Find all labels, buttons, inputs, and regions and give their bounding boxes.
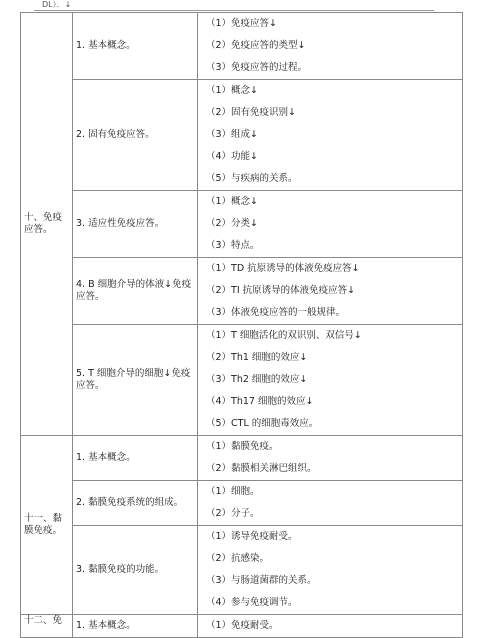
items-cell — [198, 258, 463, 325]
outline-item: （1）免疫应答↓ — [206, 18, 278, 29]
header-note: DL）．↓ — [42, 0, 72, 9]
outline-item: （5）CTL 的细胞毒效应。 — [206, 418, 319, 429]
outline-item: （3）Th2 细胞的效应↓ — [206, 374, 308, 385]
items-cell — [198, 13, 463, 80]
outline-item: （5）与疾病的关系。 — [206, 173, 298, 184]
concept-cell: 2. 固有免疫应答。 — [73, 80, 198, 191]
concept-cell: 3. 适应性免疫应答。 — [73, 191, 198, 258]
outline-row — [21, 325, 463, 436]
outline-item: （2）分子。 — [206, 508, 260, 519]
items-cell — [198, 526, 463, 615]
outline-row — [21, 615, 463, 638]
outline-item: （3）组成↓ — [206, 129, 259, 140]
concept-cell: 1. 基本概念。 — [73, 13, 198, 80]
outline-row — [21, 13, 463, 80]
outline-item: （2）免疫应答的类型↓ — [206, 40, 306, 51]
outline-row — [21, 436, 463, 481]
outline-item: （4）参与免疫调节。 — [206, 597, 298, 608]
items-cell — [198, 436, 463, 481]
outline-item: （2）固有免疫识别↓ — [206, 107, 297, 118]
outline-row — [21, 481, 463, 526]
outline-item: （1）概念↓ — [206, 85, 259, 96]
outline-row — [21, 80, 463, 191]
items-cell — [198, 325, 463, 436]
outline-item: （1）诱导免疫耐受。 — [206, 531, 298, 542]
header-rule — [34, 10, 434, 11]
outline-item: （4）功能↓ — [206, 151, 259, 162]
syllabus-outline-table — [20, 12, 463, 638]
concept-cell: 5. T 细胞介导的细胞↓免疫应答。 — [73, 325, 198, 436]
outline-item: （3）免疫应答的过程。 — [206, 62, 308, 73]
outline-item: （1）TD 抗原诱导的体液免疫应答↓ — [206, 263, 360, 274]
outline-row — [21, 258, 463, 325]
outline-item: （1）概念↓ — [206, 196, 259, 207]
topic-cell: 十二、免 — [21, 615, 73, 638]
topic-cell: 十一、黏膜免疫。 — [21, 436, 73, 615]
outline-item: （3）与肠道菌群的关系。 — [206, 575, 317, 586]
outline-row — [21, 191, 463, 258]
outline-item: （2）黏膜相关淋巴组织。 — [206, 463, 317, 474]
outline-item: （2）分类↓ — [206, 218, 259, 229]
concept-cell: 4. B 细胞介导的体液↓免疫应答。 — [73, 258, 198, 325]
outline-item: （3）特点。 — [206, 240, 260, 251]
items-cell — [198, 481, 463, 526]
outline-item: （3）体液免疫应答的一般规律。 — [206, 307, 346, 318]
concept-cell: 1. 基本概念。 — [73, 615, 198, 638]
outline-item: （1）黏膜免疫。 — [206, 441, 279, 452]
outline-item: （1）T 细胞活化的双识别、双信号↓ — [206, 330, 362, 341]
outline-body — [21, 13, 463, 638]
outline-item: （2）抗感染。 — [206, 553, 270, 564]
outline-row — [21, 526, 463, 615]
items-cell — [198, 191, 463, 258]
items-cell — [198, 80, 463, 191]
outline-item: （1）免疫耐受。 — [206, 620, 279, 631]
concept-cell: 2. 黏膜免疫系统的组成。 — [73, 481, 198, 526]
concept-cell: 1. 基本概念。 — [73, 436, 198, 481]
concept-cell: 3. 黏膜免疫的功能。 — [73, 526, 198, 615]
items-cell — [198, 615, 463, 638]
outline-item: （1）细胞。 — [206, 486, 260, 497]
outline-item: （2）Th1 细胞的效应↓ — [206, 352, 308, 363]
outline-item: （2）TI 抗原诱导的体液免疫应答↓ — [206, 285, 356, 296]
outline-item: （4）Th17 细胞的效应↓ — [206, 396, 314, 407]
topic-cell: 十、免疫应答。 — [21, 13, 73, 436]
